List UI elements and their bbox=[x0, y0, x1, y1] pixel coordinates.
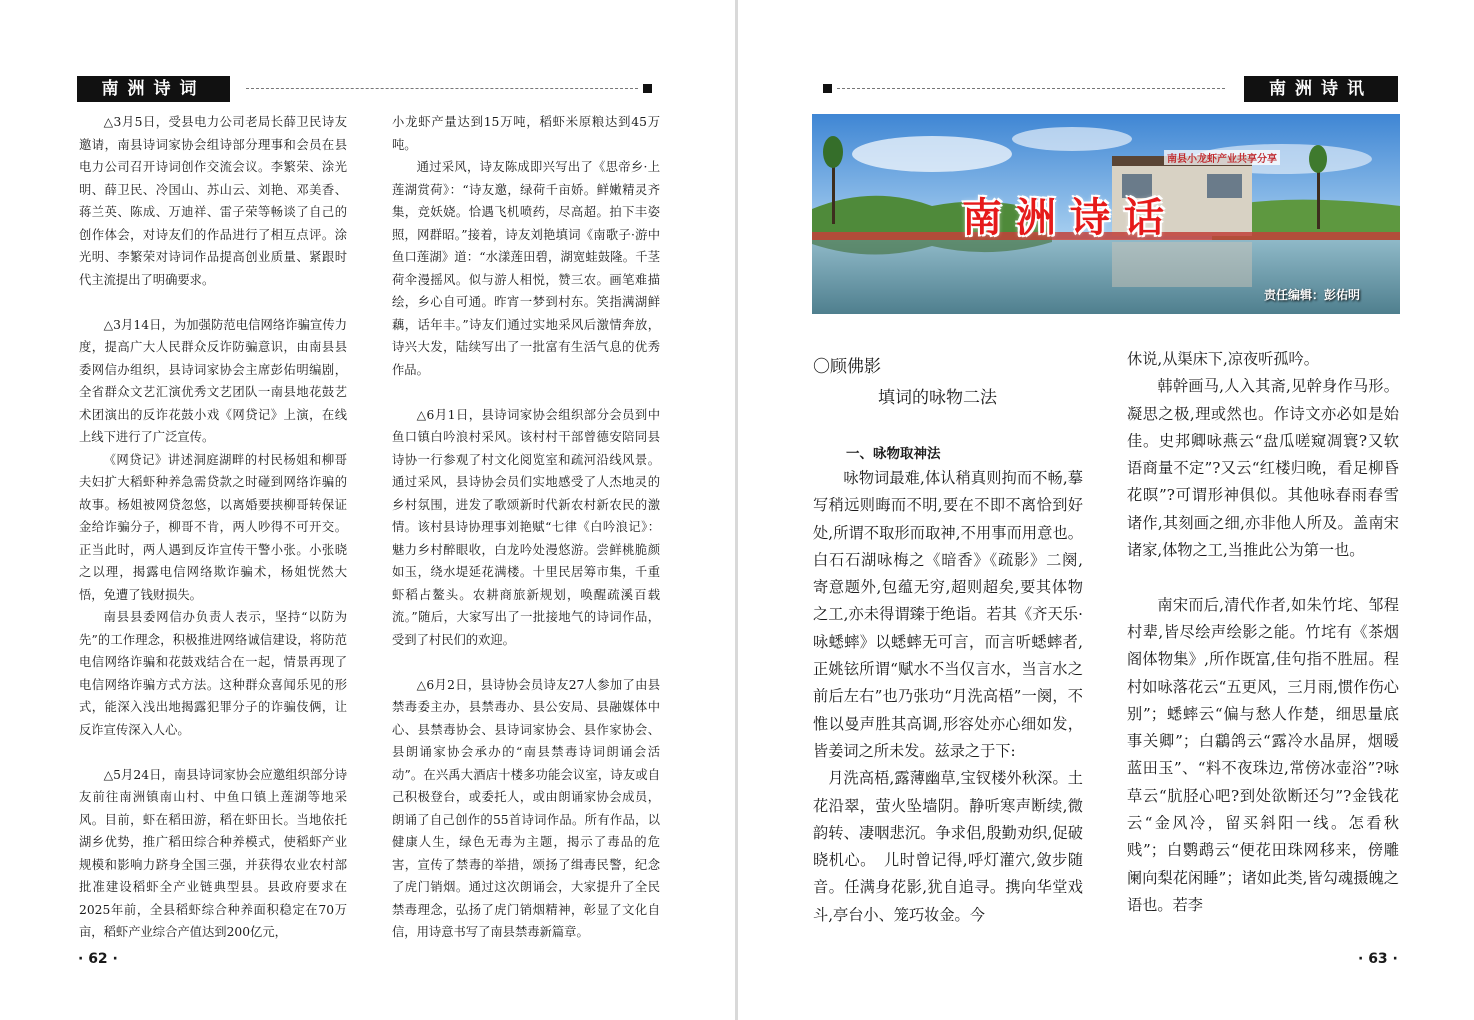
column-banner-photo bbox=[812, 114, 1400, 314]
responsible-editor: 责任编辑：彭佑明 bbox=[1263, 288, 1360, 302]
article-paragraph: 南宋而后,清代作者,如朱竹垞、邹程村辈,皆尽绘声绘影之能。竹垞有《茶烟阁体物集》,所作既富,佳句指不胜屈。程村如咏落花云“五更风，三月雨,惯作伤心别”；蟋蟀云“偏与愁人作楚，细思量底事关卿”；白鸘鸽云“露冷水晶屏，烟暖蓝田玉”、“料不夜珠边,常傍冰壶浴”?咏草云“肮胫心吧?到处欲断还匀”?金钱花云“金风冷，留买斜阳一线。怎看秋贱”；白鹦鹉云“便花田珠网移来，傍雕阑向梨花闲睡”；诸如此类,皆勾魂摄魄之语也。若李 bbox=[1127, 595, 1399, 914]
right-header-square bbox=[823, 84, 832, 93]
news-item-march5: △3月5日，受县电力公司老局长薛卫民诗友邀请，南县诗词家协会组诗部分理事和会员在县电力公司召开诗词创作交流会议。李繁荣、涂光明、薛卫民、冷国山、苏山云、刘艳、邓美香、蒋兰英、陈成、万迪祥、雷子荣等畅谈了自己的创作体会，对诗友们的作品进行了相互点评。涂光明、李繁荣对诗词作品提高创业质量、紧跟时代主流提出了明确要求。 bbox=[79, 115, 347, 287]
left-header-square bbox=[643, 84, 652, 93]
news-paragraph-xinban: 南县县委网信办负责人表示，坚持“以防为先”的工作理念，积极推进网络诚信建设，将防范电信网络诈骗和花鼓戏结合在一起，情景再现了电信网络诈骗方式方法。这种群众喜闻乐见的形式，能深入浅出地揭露犯罪分子的诈骗伎俩，让反诈宣传深入人心。 bbox=[79, 610, 347, 737]
news-item-june2: △6月2日，县诗协会员诗友27人参加了由县禁毒委主办，县禁毒办、县公安局、县融媒体中心、县禁毒协会、县诗词家协会、县作家协会、县朗诵家协会承办的“南县禁毒诗词朗诵会活动”。在兴禹大酒店十楼多功能会议室，诗友或自己积极登台，或委托人，或由朗诵家协会成员，朗诵了自己创作的55首诗词作品。所有作品，以健康人生，绿色无毒为主题，揭示了毒品的危害，宣传了禁毒的举措，颂扬了缉毒民警，纪念了虎门销烟。通过这次朗诵会，大家提升了全民禁毒理念，弘扬了虎门销烟精神，彰显了文化自信，用诗意书写了南县禁毒新篇章。 bbox=[392, 677, 660, 939]
left-header-rule bbox=[246, 88, 638, 89]
news-item-may24: △5月24日，南县诗词家协会应邀组织部分诗友前往南洲镇南山村、中鱼口镇上莲湖等地采风。目前，虾在稻田游，稻在虾田长。当地依托湖乡优势，推广稻田综合种养模式，使稻虾产业规模和影响力跻身全国三强，并获得农业农村部批准建设稻虾全产业链典型县。县政府要求在2025年前，全县稻虾综合种养面积稳定在70万亩，稻虾产业综合产值达到200亿元， bbox=[79, 767, 347, 939]
news-continuation: 小龙虾产量达到15万吨，稻虾米原粮达到45万吨。 bbox=[392, 115, 660, 152]
left-page-number: · 62 · bbox=[78, 951, 118, 967]
article-author: 〇顾佛影 bbox=[813, 357, 881, 377]
right-page-column-1 bbox=[813, 465, 1083, 929]
news-item-june1: △6月1日，县诗词家协会组织部分会员到中鱼口镇白吟浪村采风。该村村干部曾德安陪同县诗协一行参观了村文化阅览室和疏河沿线风景。通过采风，县诗协会员们实地感受了人杰地灵的乡村氛围，进发了歌颂新时代新农村新农民的激情。该村县诗协理事刘艳赋“七律《白吟浪记》：魅力乡村醉眼收，白龙吟处漫悠游。尝鲜桃脆颜如玉，绕水堤延花满楼。十里民居筹市集，千重虾稻占鳌头。农耕商旅新规划，唤醒疏溪百载流。”随后，大家写出了一批接地气的诗词作品，受到了村民们的欢迎。 bbox=[392, 407, 660, 647]
section-heading: 一、咏物取神法 bbox=[846, 446, 941, 462]
news-paragraph-caifeng: 通过采风，诗友陈成即兴写出了《思帝乡·上莲湖赏荷》：“诗友邀，绿荷千亩娇。鲜嫩精灵齐集，竞妖娆。恰遇飞机喷药，尽高超。拍下丰姿照，网群昭。”接着，诗友刘艳填词《南歌子·游中鱼口莲湖》道：“水漾莲田碧，湖宽蛙鼓隆。千茎荷伞漫摇风。似与游人相悦，赞三农。画笔难描绘，乡心自可通。昨宵一梦到村东。笑指满湖鲜藕，话年丰。”诗友们通过实地采风后激情奔放，诗兴大发，陆续写出了一批富有生活气息的优秀作品。 bbox=[392, 160, 660, 377]
article-paragraph: 韩幹画马,人入其斋,见幹身作马形。凝思之极,理或然也。作诗文亦必如是始佳。史邦卿咏燕云“盘瓜嗟窥凋寰?又软语商量不定”?又云“红楼归晚，看足柳昏花暝”?可谓形神俱似。其他咏春雨春雪诸作,其刻画之细,亦非他人所及。盖南宋诸家,体物之工,当推此公为第一也。 bbox=[1127, 377, 1399, 560]
poem-continuation: 休说,从渠床下,凉夜听孤吟。 bbox=[1127, 350, 1319, 368]
right-page-column-2 bbox=[1127, 346, 1399, 919]
article-paragraph: 咏物词最难,体认稍真则拘而不畅,摹写稍远则晦而不明,要在不即不离恰到好处,所谓不取形而取神,不用事而用意也。白石石湖咏梅之《暗香》《疏影》二阕,寄意题外,包蕴无穷,超则超矣,要其体物之工,亦未得谓臻于绝诣。若其《齐天乐·咏蟋蟀》以蟋蟀无可言，而言听蟋蟀者,正姚铉所谓“赋水不当仅言水，当言水之前后左右”也乃张功“月洗高梧”一阕，不惟以曼声胜其高调,形容处亦心细如发，皆姜词之所未发。兹录之于下: bbox=[813, 469, 1083, 760]
article-title: 填词的咏物二法 bbox=[878, 388, 997, 408]
news-item-march14: △3月14日，为加强防范电信网络诈骗宣传力度，提高广大人民群众反诈防骗意识，由南县县委网信办组织，县诗词家协会主席彭佑明编剧，全省群众文艺汇演优秀文艺团队一南县地花鼓艺术团演出的反诈花鼓小戏《网贷记》上演，在线上线下进行了广泛宣传。 bbox=[79, 317, 347, 444]
left-page-column-1 bbox=[79, 111, 347, 944]
right-page-header-tag: 南洲诗讯 bbox=[1244, 76, 1398, 102]
news-paragraph-wangdaiji: 《网贷记》讲述洞庭湖畔的村民杨姐和柳哥夫妇扩大稻虾种养急需贷款之时碰到网络诈骗的故事。杨姐被网贷忽悠，以离婚要挟柳哥转保证金给诈骗分子，柳哥不肯，两人吵得不可开交。正当此时，两人遇到反诈宣传干警小张。小张晓之以理，揭露电信网络欺诈骗术，杨姐恍然大悟，免遭了钱财损失。 bbox=[79, 452, 347, 602]
book-spine bbox=[735, 0, 738, 1020]
right-page-number: · 63 · bbox=[1358, 951, 1398, 967]
left-page-column-2 bbox=[392, 111, 660, 944]
banner-sign-text: 南县小龙虾产业共享分享 bbox=[1164, 150, 1280, 165]
right-header-rule bbox=[837, 88, 1225, 89]
column-title: 南洲诗话 bbox=[962, 195, 1178, 241]
left-page-header-tag: 南洲诗词 bbox=[77, 76, 230, 102]
quoted-poem: 月洗高梧,露薄幽草,宝钗楼外秋深。土花沿翠，萤火坠墙阴。静听寒声断续,微韵转、凄咽悲沉。争求侣,殷勤劝织,促破晓机心。 儿时曾记得,呼灯灌穴,敛步随音。任满身花影,犹自追寻。携向华堂戏斗,亭台小、笼巧妆金。今 bbox=[813, 769, 1083, 924]
